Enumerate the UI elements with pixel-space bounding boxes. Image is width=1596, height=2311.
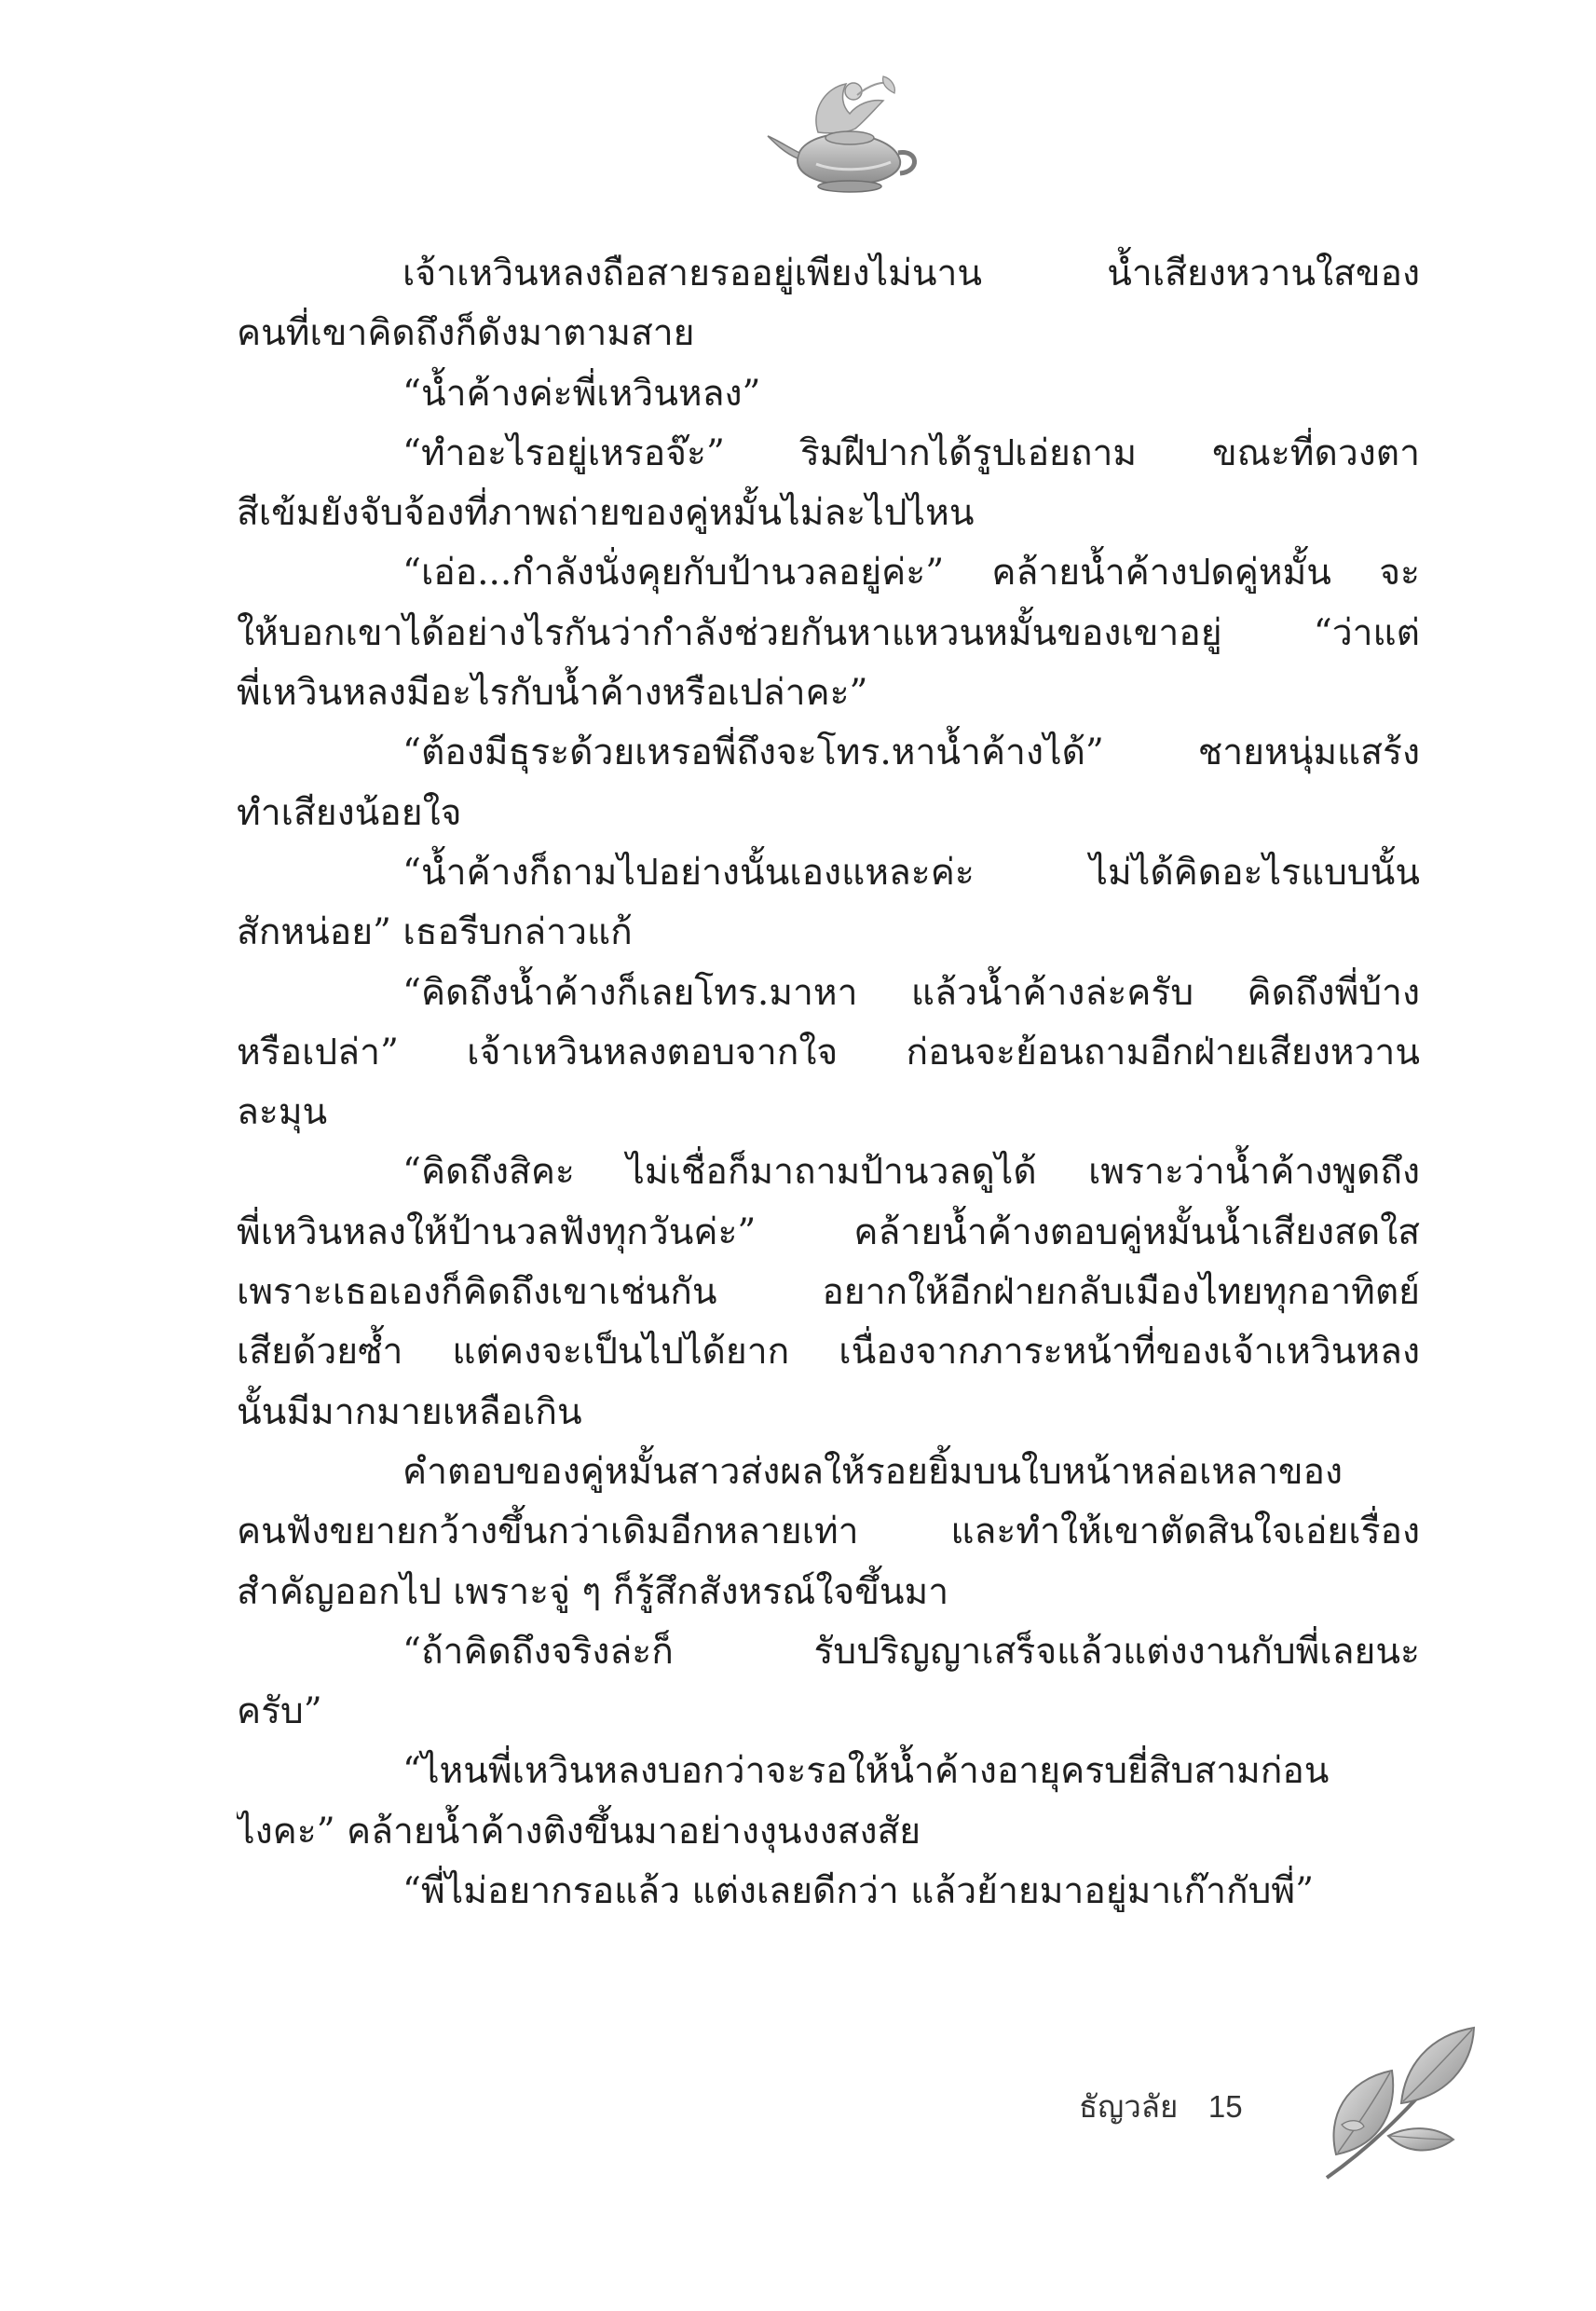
paragraph-line: คนที่เขาคิดถึงก็ดังมาตามสาย	[237, 312, 695, 355]
footer-author: ธัญวลัย	[1079, 2088, 1179, 2125]
paragraph-line: สักหน่อย” เธอรีบกล่าวแก้	[237, 911, 633, 954]
paragraph-line: “เอ่อ...กำลังนั่งคุยกับป้านวลอยู่ค่ะ” คล้ายน้ำค้างปดคู่หมั้น จะ	[402, 552, 1420, 595]
paragraph-line: ทำเสียงน้อยใจ	[237, 791, 462, 834]
paragraph-line: ละมุน	[237, 1091, 328, 1134]
paragraph-line: เสียด้วยซ้ำ แต่คงจะเป็นไปได้ยาก เนื่องจากภาระหน้าที่ของเจ้าเหวินหลง	[237, 1331, 1420, 1374]
paragraph-line: “น้ำค้างค่ะพี่เหวินหลง”	[402, 372, 761, 415]
paragraph-line: “ไหนพี่เหวินหลงบอกว่าจะรอให้น้ำค้างอายุครบยี่สิบสามก่อน	[402, 1750, 1330, 1793]
paragraph-line: พี่เหวินหลงให้ป้านวลฟังทุกวันค่ะ” คล้ายน้ำค้างตอบคู่หมั้นน้ำเสียงสดใส	[237, 1210, 1420, 1253]
paragraph-line: สำคัญออกไป เพราะจู่ ๆ ก็รู้สึกสังหรณ์ใจขึ้นมา	[237, 1570, 949, 1613]
paragraph-line: เจ้าเหวินหลงถือสายรออยู่เพียงไม่นาน น้ำเสียงหวานใสของ	[402, 253, 1420, 294]
paragraph-line: คนฟังขยายกว้างขึ้นกว่าเดิมอีกหลายเท่า และทำให้เขาตัดสินใจเอ่ยเรื่อง	[237, 1511, 1420, 1553]
page-footer	[1079, 2082, 1243, 2131]
paragraph-line: เพราะเธอเองก็คิดถึงเขาเช่นกัน อยากให้อีกฝ่ายกลับเมืองไทยทุกอาทิตย์	[237, 1271, 1420, 1314]
paragraph-line: “น้ำค้างก็ถามไปอย่างนั้นเองแหละค่ะ ไม่ได้คิดอะไรแบบนั้น	[402, 851, 1420, 894]
paragraph-line: “คิดถึงน้ำค้างก็เลยโทร.มาหา แล้วน้ำค้างล่ะครับ คิดถึงพี่บ้าง	[402, 971, 1420, 1014]
paragraph-line: “พี่ไม่อยากรอแล้ว แต่งเลยดีกว่า แล้วย้ายมาอยู่มาเก๊ากับพี่”	[402, 1870, 1315, 1913]
cupid-teapot-icon	[760, 67, 928, 207]
paragraph-line: พี่เหวินหลงมีอะไรกับน้ำค้างหรือเปล่าคะ”	[237, 672, 868, 715]
paragraph-line: “ถ้าคิดถึงจริงล่ะก็ รับปริญญาเสร็จแล้วแต่งงานกับพี่เลยนะ	[402, 1630, 1420, 1673]
page-number: 15	[1207, 2089, 1243, 2124]
body-text	[237, 244, 1420, 1921]
paragraph-line: นั้นมีมากมายเหลือเกิน	[237, 1390, 582, 1433]
paragraph-line: สีเข้มยังจับจ้องที่ภาพถ่ายของคู่หมั้นไม่ละไปไหน	[237, 492, 975, 535]
paragraph-line: “ทำอะไรอยู่เหรอจ๊ะ” ริมฝีปากได้รูปเอ่ยถาม ขณะที่ดวงตา	[402, 431, 1420, 474]
leaves-icon	[1308, 2015, 1485, 2187]
paragraph-line: หรือเปล่า” เจ้าเหวินหลงตอบจากใจ ก่อนจะย้อนถามอีกฝ่ายเสียงหวาน	[237, 1031, 1420, 1073]
paragraph-line: “คิดถึงสิคะ ไม่เชื่อก็มาถามป้านวลดูได้ เพราะว่าน้ำค้างพูดถึง	[402, 1151, 1420, 1194]
paragraph-line: คำตอบของคู่หมั้นสาวส่งผลให้รอยยิ้มบนใบหน้าหล่อเหลาของ	[402, 1450, 1343, 1493]
paragraph-line: ไงคะ” คล้ายน้ำค้างติงขึ้นมาอย่างงุนงงสงสัย	[237, 1810, 921, 1853]
paragraph-line: ครับ”	[237, 1690, 322, 1733]
paragraph-line: “ต้องมีธุระด้วยเหรอพี่ถึงจะโทร.หาน้ำค้างได้” ชายหนุ่มแสร้ง	[402, 732, 1420, 774]
paragraph-line: ให้บอกเขาได้อย่างไรกันว่ากำลังช่วยกันหาแหวนหมั้นของเขาอยู่ “ว่าแต่	[237, 611, 1420, 654]
